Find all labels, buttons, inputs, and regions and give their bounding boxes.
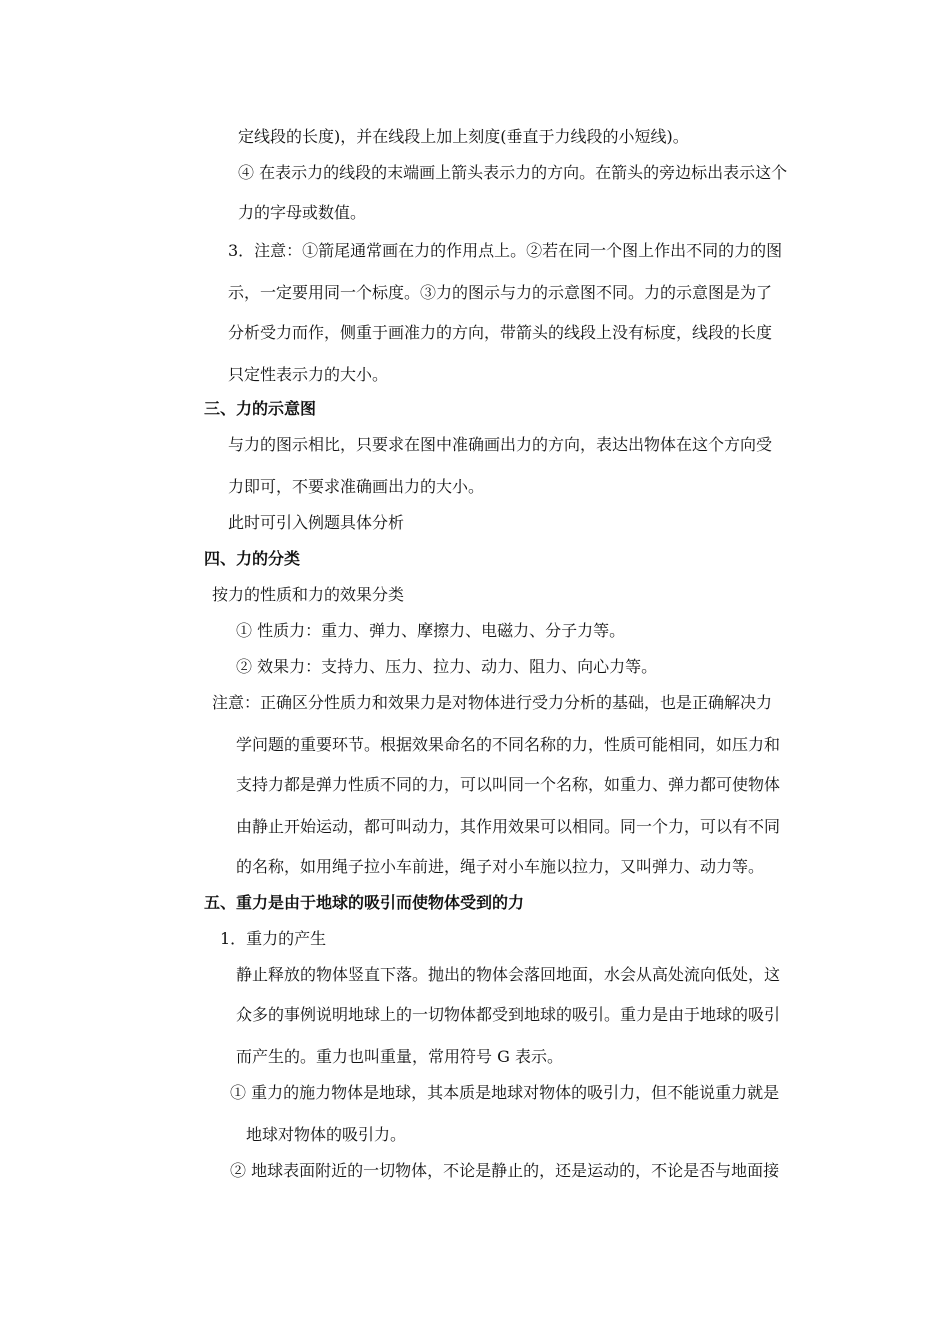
section-heading: 五、重力是由于地球的吸引而使物体受到的力 [204,893,525,912]
text-line: 地球对物体的吸引力。 [246,1125,407,1144]
text-line: 1．重力的产生 [220,929,327,948]
text-line: ② 效果力：支持力、压力、拉力、动力、阻力、向心力等。 [236,657,658,676]
text-line: ④ 在表示力的线段的末端画上箭头表示力的方向。在箭头的旁边标出表示这个 [238,163,788,182]
text-line: 3．注意：①箭尾通常画在力的作用点上。②若在同一个图上作出不同的力的图 [228,241,783,260]
text-line: 而产生的。重力也叫重量，常用符号 G 表示。 [236,1047,563,1066]
text-line: 静止释放的物体竖直下落。抛出的物体会落回地面，水会从高处流向低处，这 [236,965,781,984]
text-line: 分析受力而作，侧重于画准力的方向，带箭头的线段上没有标度，线段的长度 [228,323,773,342]
text-line: 按力的性质和力的效果分类 [212,585,405,604]
text-line: ① 重力的施力物体是地球，其本质是地球对物体的吸引力，但不能说重力就是 [230,1083,780,1102]
section-heading: 四、力的分类 [204,549,301,568]
text-line: ② 地球表面附近的一切物体，不论是静止的，还是运动的，不论是否与地面接 [230,1161,780,1180]
text-line: 此时可引入例题具体分析 [228,513,405,532]
text-line: 学问题的重要环节。根据效果命名的不同名称的力，性质可能相同，如压力和 [236,735,781,754]
text-line: 与力的图示相比，只要求在图中准确画出力的方向，表达出物体在这个方向受 [228,435,773,454]
text-line: 众多的事例说明地球上的一切物体都受到地球的吸引。重力是由于地球的吸引 [236,1005,781,1024]
text-line: 只定性表示力的大小。 [228,365,389,384]
text-line: 力即可，不要求准确画出力的大小。 [228,477,485,496]
text-line: ① 性质力：重力、弹力、摩擦力、电磁力、分子力等。 [236,621,626,640]
text-line: 示，一定要用同一个标度。③力的图示与力的示意图不同。力的示意图是为了 [228,283,773,302]
text-line: 定线段的长度)，并在线段上加上刻度(垂直于力线段的小短线)。 [238,127,689,146]
text-line: 由静止开始运动，都可叫动力，其作用效果可以相同。同一个力，可以有不同 [236,817,781,836]
text-line: 支持力都是弹力性质不同的力，可以叫同一个名称，如重力、弹力都可使物体 [236,775,781,794]
text-line: 注意：正确区分性质力和效果力是对物体进行受力分析的基础，也是正确解决力 [212,693,773,712]
section-heading: 三、力的示意图 [204,399,317,418]
text-line: 力的字母或数值。 [238,203,367,222]
text-line: 的名称，如用绳子拉小车前进，绳子对小车施以拉力，又叫弹力、动力等。 [236,857,765,876]
